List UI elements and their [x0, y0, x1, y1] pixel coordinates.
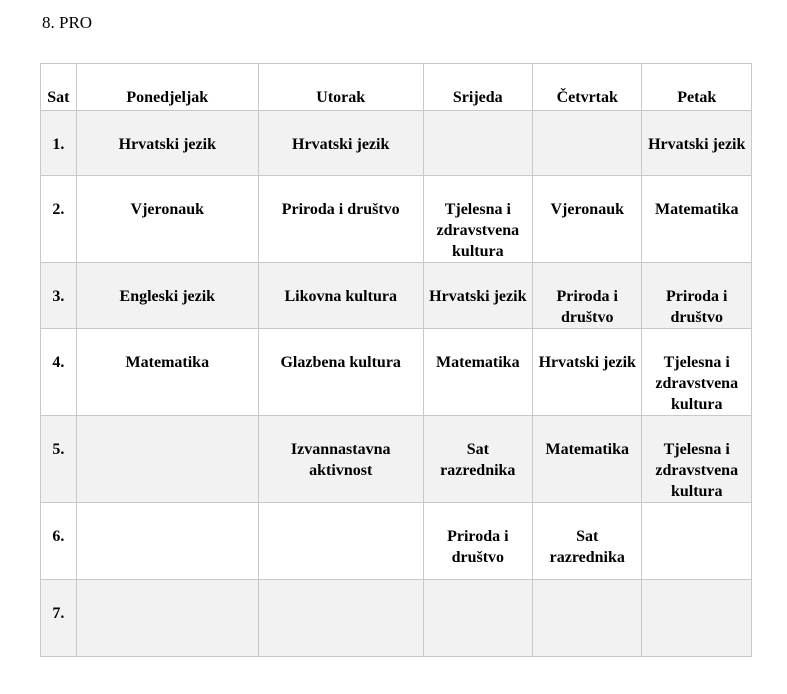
table-row [41, 111, 752, 176]
table-cell: Tjelesna i zdravstvena kultura [423, 176, 532, 263]
document-heading: 8. PRO [42, 13, 93, 32]
table-cell: Priroda i društvo [642, 263, 752, 329]
table-cell: Matematika [423, 329, 532, 416]
table-cell [76, 503, 258, 580]
header-row [41, 64, 752, 111]
table-cell [76, 416, 258, 503]
period-number: 5. [41, 416, 77, 503]
table-cell [533, 111, 642, 176]
table-cell: Tjelesna i zdravstvena kultura [642, 329, 752, 416]
table-cell [642, 580, 752, 657]
table-row [41, 176, 752, 263]
table-row [41, 329, 752, 416]
timetable [40, 63, 752, 657]
table-row [41, 503, 752, 580]
table-cell [76, 580, 258, 657]
table-cell [423, 580, 532, 657]
table-cell [533, 580, 642, 657]
table-row [41, 416, 752, 503]
period-number: 6. [41, 503, 77, 580]
table-cell: Tjelesna i zdravstvena kultura [642, 416, 752, 503]
period-number: 7. [41, 580, 77, 657]
table-cell: Matematika [533, 416, 642, 503]
header-ponedjeljak: Ponedjeljak [76, 64, 258, 111]
header-sat: Sat [41, 64, 77, 111]
header-utorak: Utorak [258, 64, 423, 111]
header-srijeda: Srijeda [423, 64, 532, 111]
table-row [41, 263, 752, 329]
table-cell: Glazbena kultura [258, 329, 423, 416]
table-cell: Vjeronauk [533, 176, 642, 263]
table-cell: Hrvatski jezik [533, 329, 642, 416]
table-cell: Hrvatski jezik [76, 111, 258, 176]
table-cell: Engleski jezik [76, 263, 258, 329]
table-cell: Vjeronauk [76, 176, 258, 263]
table-cell: Sat razrednika [533, 503, 642, 580]
table-cell [258, 580, 423, 657]
table-cell: Likovna kultura [258, 263, 423, 329]
header-petak: Petak [642, 64, 752, 111]
table-cell: Sat razrednika [423, 416, 532, 503]
period-number: 1. [41, 111, 77, 176]
table-cell: Priroda i društvo [258, 176, 423, 263]
table-cell: Matematika [76, 329, 258, 416]
table-cell: Hrvatski jezik [258, 111, 423, 176]
header-cetvrtak: Četvrtak [533, 64, 642, 111]
table-cell: Priroda i društvo [423, 503, 532, 580]
table-cell: Matematika [642, 176, 752, 263]
table-row [41, 580, 752, 657]
period-number: 3. [41, 263, 77, 329]
table-cell [642, 503, 752, 580]
table-cell: Izvannastavna aktivnost [258, 416, 423, 503]
period-number: 2. [41, 176, 77, 263]
table-cell: Hrvatski jezik [423, 263, 532, 329]
period-number: 4. [41, 329, 77, 416]
table-cell [258, 503, 423, 580]
table-cell [423, 111, 532, 176]
table-cell: Priroda i društvo [533, 263, 642, 329]
table-cell: Hrvatski jezik [642, 111, 752, 176]
